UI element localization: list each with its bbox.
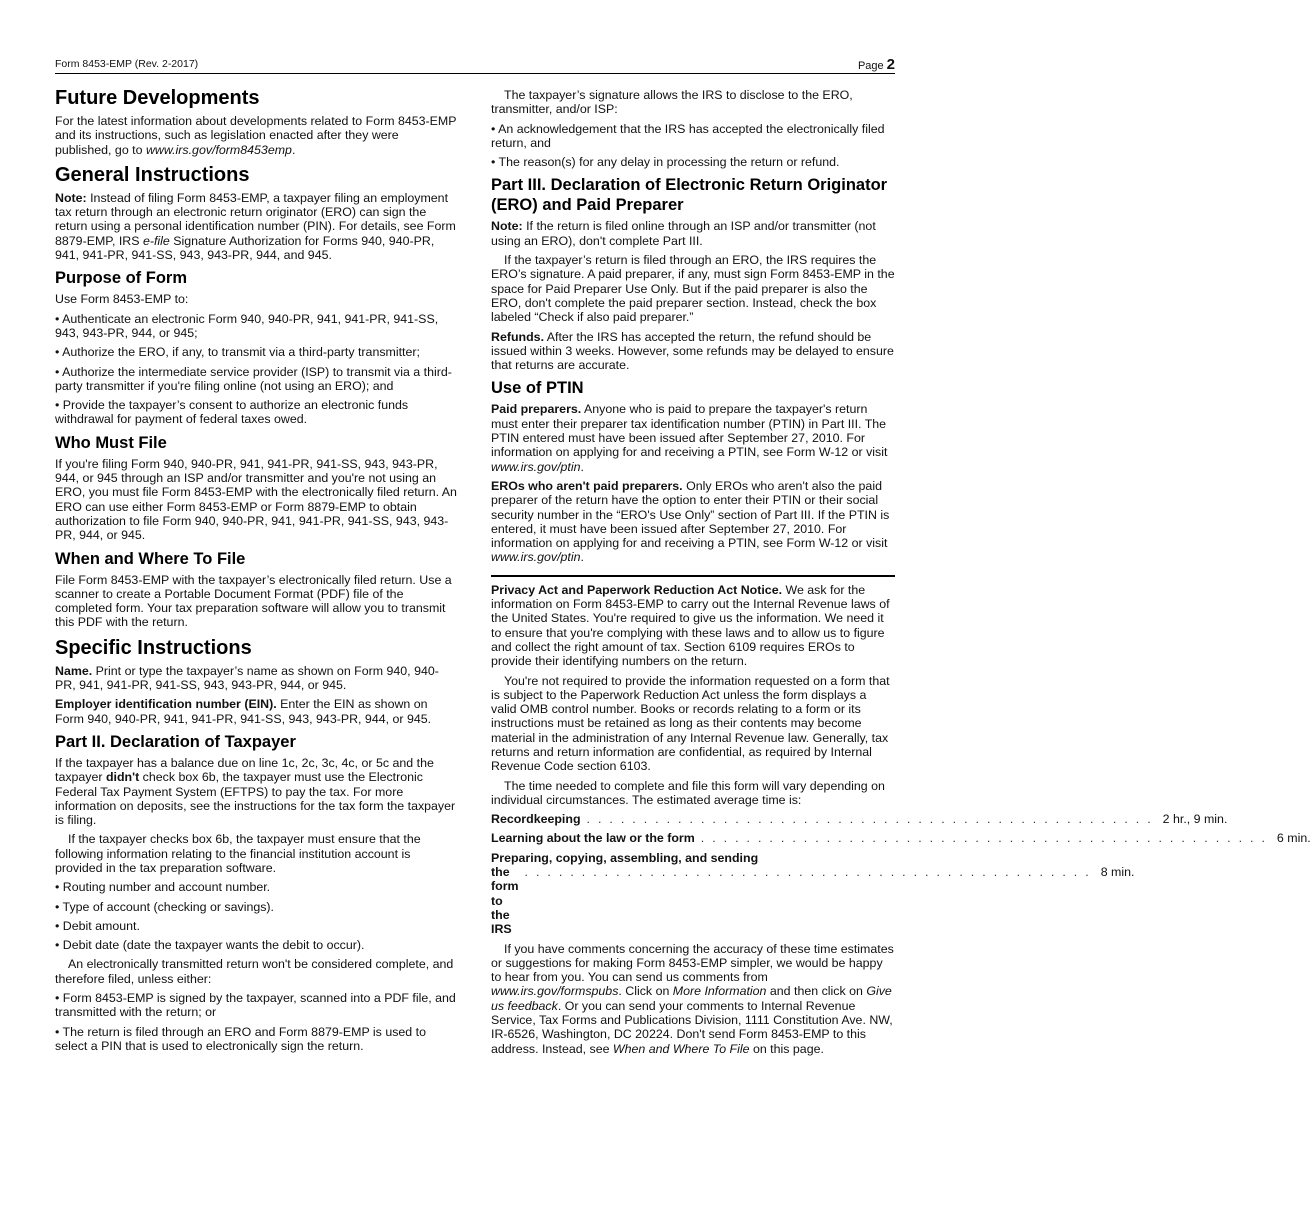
right-column [491, 80, 1311, 1061]
form-id: Form 8453-EMP (Rev. 2-2017) [55, 58, 199, 70]
part-ii-bullet: • Routing number and account number. [55, 880, 271, 895]
time-label: Learning about the law or the form [491, 831, 695, 846]
time-estimate-row [491, 850, 1135, 937]
time-label: the form to the IRS [491, 865, 519, 937]
purpose-heading: Purpose of Form [55, 269, 188, 288]
page-header [55, 52, 895, 74]
disclosure-bullet: • An acknowledgement that the IRS has accepted the electronically filed return, and [491, 121, 885, 150]
ptin-link[interactable]: www.irs.gov/ptin [491, 459, 581, 474]
disclosure-bullet: • The reason(s) for any delay in processing the return or refund. [491, 155, 840, 170]
signature-disclosure-text: The taxpayer’s signature allows the IRS to disclose to the ERO, transmitter, and/or ISP: [491, 88, 853, 117]
time-value: 2 hr., 9 min. [1162, 812, 1228, 827]
paid-preparers-text: Paid preparers. Anyone who is paid to prepare the taxpayer's return must enter their preparer tax identification number (PTIN) in Part III. The PTIN entered must have been issued after September 27, 2010. For information on applying for and receiving a PTIN, see Form W-12 or visit www.irs.gov/ptin. [491, 402, 888, 474]
left-column [55, 80, 458, 1058]
page-label: Page [857, 60, 884, 72]
part-ii-text: If the taxpayer checks box 6b, the taxpayer must ensure that the following information relating to the financial institution account is provided in the tax preparation software. [55, 832, 421, 875]
who-must-file-text: If you're filing Form 940, 940-PR, 941, 941-PR, 941-SS, 943, 943-PR, 944, or 945 through an ISP and/or transmitter and you're not using an ERO, you must file Form 8453-EMP with the electronically filed return. An ERO can use either Form 8453-EMP or Form 8879-EMP to obtain authorization to file Form 940, 940-PR, 941, 941-PR, 941-SS, 943, 943-PR, 944, or 945. [55, 456, 457, 543]
general-instructions-heading: General Instructions [55, 163, 250, 186]
leader-dots: .................................................. [524, 865, 1097, 880]
time-value: 6 min. [1276, 831, 1311, 846]
page-number: 2 [886, 56, 895, 73]
time-estimate-row [491, 831, 1311, 846]
purpose-intro: Use Form 8453-EMP to: [55, 292, 189, 307]
part-iii-note: Note: If the return is filed online through an ISP and/or transmitter (not using an ERO), don't complete Part III. [491, 219, 876, 248]
ein-instruction: Employer identification number (EIN). Enter the EIN as shown on Form 940, 940-PR, 941, 941-PR, 941-SS, 943, 943-PR, 944, or 945. [55, 697, 432, 726]
part-ii-bullet: • Form 8453-EMP is signed by the taxpayer, scanned into a PDF file, and transmitted with the return; or [55, 991, 456, 1020]
part-ii-text: An electronically transmitted return won't be considered complete, and therefore filed, unless either: [55, 957, 454, 986]
privacy-act-text: Privacy Act and Paperwork Reduction Act Notice. We ask for the information on Form 8453-EMP to carry out the Internal Revenue laws of the United States. You're required to give us the information. We need it to ensure that you're complying with these laws and to allow us to figure and collect the right amount of tax. Section 6109 requires EROs to provide their identifying numbers on the return. [491, 582, 890, 669]
eros-text: EROs who aren't paid preparers. Only EROs who aren't also the paid preparer of the return have the option to enter their PTIN or their social security number in the “ERO's Use Only” section of Part III. If the PTIN is entered, it must have been issued after September 27, 2010. For information on applying for and receiving a PTIN, see Form W-12 or visit www.irs.gov/ptin. [491, 478, 890, 565]
time-estimate-row [491, 812, 1228, 827]
leader-dots: .................................................. [700, 831, 1273, 846]
refunds-text: Refunds. After the IRS has accepted the return, the refund should be issued within 3 weeks. However, some refunds may be delayed to ensure that returns are accurate. [491, 329, 894, 373]
section-divider [491, 575, 895, 577]
future-developments-text: For the latest information about developments related to Form 8453-EMP and its instructions, such as legislation enacted after they were published, go to www.irs.gov/form8453emp. [55, 114, 457, 157]
part-ii-bullet: • Type of account (checking or savings). [55, 899, 274, 914]
part-ii-bullet: • Debit amount. [55, 918, 140, 933]
privacy-text: The time needed to complete and file this form will vary depending on individual circumstances. The estimated average time is: [491, 778, 885, 807]
part-ii-text: If the taxpayer has a balance due on line 1c, 2c, 3c, 4c, or 5c and the taxpayer didn't check box 6b, the taxpayer must use the Electronic Federal Tax Payment System (EFTPS) to pay the tax. For more information on deposits, see the instructions for the tax form the taxpayer is filing. [55, 755, 456, 828]
time-label: Recordkeeping [491, 812, 581, 827]
when-where-heading: When and Where To File [55, 549, 246, 568]
time-value: 8 min. [1100, 865, 1135, 880]
general-note: Note: Instead of filing Form 8453-EMP, a taxpayer filing an employment tax return through an electronic return originator (ERO) can sign the return using a personal identification number (PIN). For details, see Form 8879-EMP, IRS e-file Signature Authorization for Forms 940, 940-PR, 941, 941-PR, 941-SS, 943, 943-PR, 944, and 945. [55, 190, 456, 263]
privacy-text: You're not required to provide the information requested on a form that is subject to the Paperwork Reduction Act unless the form displays a valid OMB control number. Books or records relating to a form or its instructions must be retained as long as their contents may become material in the administration of any Internal Revenue law. Generally, tax returns and return information are confidential, as required by Internal Revenue Code section 6103. [491, 673, 890, 774]
leader-dots: .................................................. [586, 812, 1159, 827]
name-instruction: Name. Print or type the taxpayer’s name as shown on Form 940, 940-PR, 941, 941-PR, 941-SS, 943, 943-PR, 944, or 945. [55, 663, 439, 693]
purpose-bullet: • Authorize the intermediate service provider (ISP) to transmit via a third-party transmitter if you're filing online (not using an ERO); and [55, 364, 452, 393]
future-developments-heading: Future Developments [55, 87, 260, 109]
ptin-link[interactable]: www.irs.gov/ptin [491, 550, 581, 565]
when-where-text: File Form 8453-EMP with the taxpayer’s electronically filed return. Use a scanner to create a Portable Document Format (PDF) file of the completed form. Your tax preparation software will allow you to transmit this PDF with the return. [55, 572, 452, 630]
part-iii-text: If the taxpayer’s return is filed through an ERO, the IRS requires the ERO’s signature. A paid preparer, if any, must sign Form 8453-EMP in the space for Paid Preparer Use Only. But if the paid preparer is also the ERO, don't complete the paid preparer section. Instead, check the box labeled “Check if also paid preparer.” [491, 253, 895, 325]
purpose-bullet: • Authenticate an electronic Form 940, 940-PR, 941, 941-PR, 941-SS, 943, 943-PR, 944, or 945; [55, 311, 439, 340]
form-link[interactable]: www.irs.gov/form8453emp [145, 142, 292, 157]
purpose-bullet: • Authorize the ERO, if any, to transmit via a third-party transmitter; [55, 345, 420, 360]
page-indicator [858, 56, 895, 73]
part-iii-heading: Part III. Declaration of Electronic Return Originator (ERO) and Paid Preparer [491, 176, 888, 215]
specific-instructions-heading: Specific Instructions [55, 636, 252, 659]
part-ii-bullet: • Debit date (date the taxpayer wants the debit to occur). [55, 938, 365, 953]
ptin-heading: Use of PTIN [491, 379, 584, 398]
who-must-file-heading: Who Must File [55, 433, 167, 452]
purpose-bullet: • Provide the taxpayer’s consent to authorize an electronic funds withdrawal for payment of federal taxes owed. [55, 398, 409, 427]
part-ii-heading: Part II. Declaration of Taxpayer [55, 732, 296, 751]
formspubs-link[interactable]: www.irs.gov/formspubs [491, 984, 619, 999]
part-ii-bullet: • The return is filed through an ERO and Form 8879-EMP is used to select a PIN that is used to electronically sign the return. [55, 1024, 426, 1053]
comments-text: If you have comments concerning the accuracy of these time estimates or suggestions for making Form 8453-EMP simpler, we would be happy to hear from you. You can send us comments from www.irs.gov/formspubs. Click on More Information and then click on Give us feedback. Or you can send your comments to Internal Revenue Service, Tax Forms and Publications Division, 1111 Constitution Ave. NW, IR-6526, Washington, DC 20224. Don't send Form 8453-EMP to this address. Instead, see When and Where To File on this page. [491, 941, 894, 1056]
time-label: Preparing, copying, assembling, and sending [491, 850, 759, 865]
